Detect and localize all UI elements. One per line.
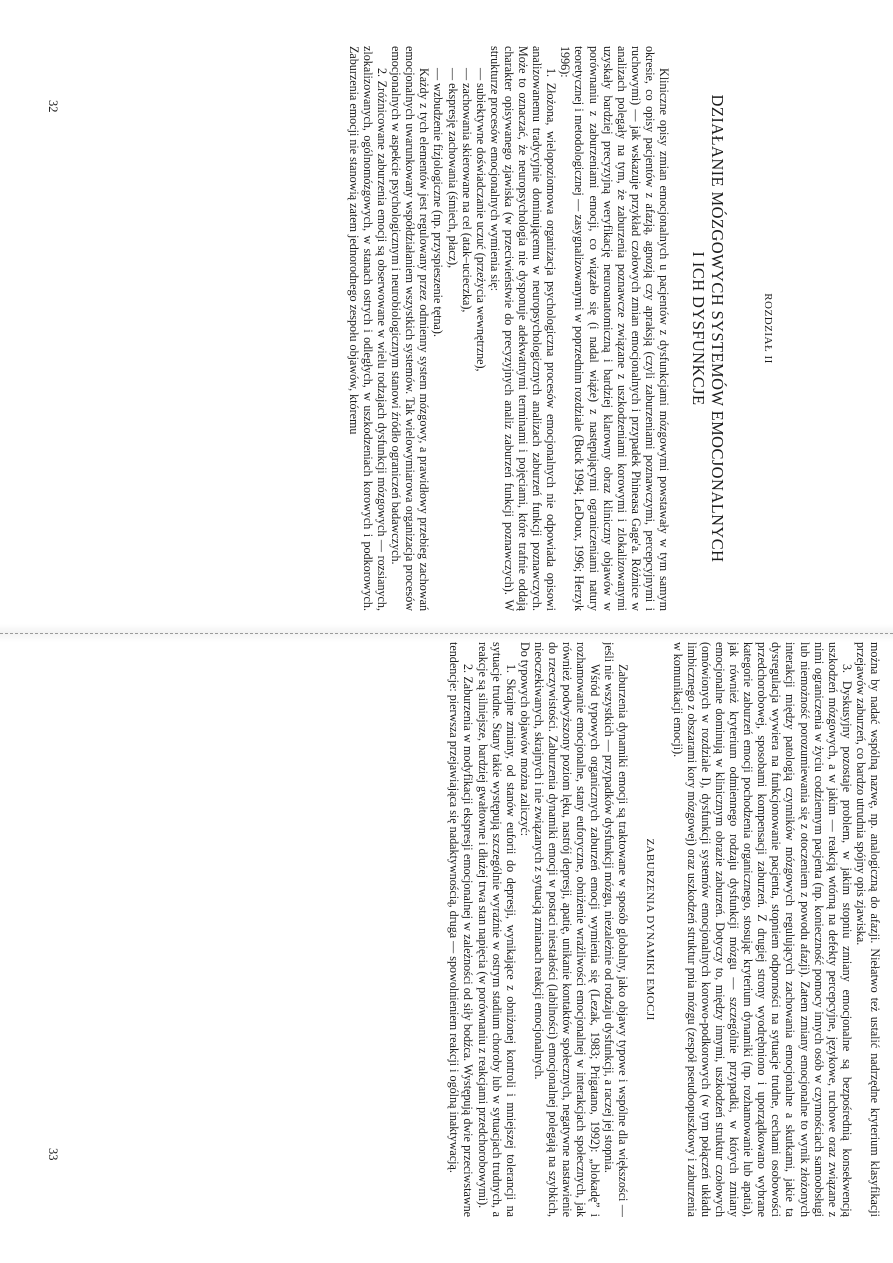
list-item: — subiektywne doświadczanie uczuć (przeżycia wewnętrzne), xyxy=(473,68,488,372)
symptom-2-paragraph: 2. Zaburzenia w modyfikacji ekspresji emocjonalnej w zależności od siły bodźca. Występują dwie przeciwstawne tendencje: pierwsza przejawiająca się nadaktywnością, druga — spowolnieniem reakcji i ogólną inaktywacją. xyxy=(447,642,476,1217)
section-title: ZABURZENIA DYNAMIKI EMOCJI xyxy=(643,838,656,1021)
typical-disorders-paragraph: Wśród typowych organicznych zaburzeń emocji wymienia się (Lezak, 1983; Prigatano, 1992): „blokadę” i rozhamowanie emocjonalne, stany euforyczne, obniżenie wrażliwości emocjonalnej w interakcjach społecznych, jak również podwyższony poziom lęku, nastrój depresji, apatię, unikanie kontaktów społecznych, negatywne nastawienie do rzeczywistości. Zaburzenia dynamiki emocji w postaci niestałości (labilności) emocjonalnej polegają na szybkich, nieoczekiwanych, skrajnych i nie związanych z sytuacją zmianach reakcji emocjonalnych. xyxy=(531,642,603,1217)
page-number-left: 32 xyxy=(46,100,60,113)
right-page-text xyxy=(72,642,882,1217)
chapter-title xyxy=(689,46,727,611)
intro-paragraph: Kliniczne opisy zmian emocjonalnych u pacjentów z dysfunkcjami mózgowymi powstawały w tym samym okresie, co opisy pacjentów z afazją, agnozją czy apraksją (czyli zaburzeniami poznawczymi, percepcyjnymi i ruchowymi) — jak wskazuje przykład czołowych zmian emocjonalnych i przypadek Phineasa Gage'a. Różnice w analizach polegały na tym, że zaburzenia poznawcze związane z uszkodzeniami korowymi i zlokalizowanymi uzyskały bardziej precyzyjną weryfikację neuroanatomiczną i bardziej klarowny obraz kliniczny objawów w porównaniu z zaburzeniami emocji, co wiązało się (i nadal wiąże) z następującymi ograniczeniami natury teoretycznej i metodologicznej — zasygnalizowanymi w poprzednim rozdziale (Buck 1994; LeDoux, 1996; Herzyk 1996): xyxy=(558,46,671,611)
point-2-paragraph: 2. Zróżnicowane zaburzenia emocji są obserwowane w wielu rodzajach dysfunkcji mózgowych — rozsianych, zlokalizowanych, ogólnomózgowych, w stanach ostrych i odległych, w uszkodzeniach korowych i podkorowych. Zaburzenia emocji nie stanowią zatem jednorodnego zespołu objawów, któremu xyxy=(346,46,390,611)
chapter-label: ROZDZIAŁ II xyxy=(762,293,774,364)
page-number-right: 33 xyxy=(46,1148,60,1161)
point-3-paragraph: 3. Dyskusyjny pozostaje problem, w jakim stopniu zmiany emocjonalne są bezpośrednią konsekwencją uszkodzeń mózgowych, a w jakim — reakcją wtórną na defekty percepcyjne, językowe, ruchowe oraz związane z nimi ograniczenia w życiu codziennym pacjenta (np. konieczność pomocy innych osób w czynnościach samoobsługi lub niemożność porozumiewania się z otoczeniem z powodu afazji). Zatem zmiany emocjonalne to wynik złożonych interakcji między patologią czynników mózgowych regulujących zachowania emocjonalne a skutkami, jakie ta dysregulacja wywiera na funkcjonowanie pacjenta, stopniem odporności na sytuacje trudne, cechami osobowości przedchorobowej, sposobami kompensacji zaburzeń. Z drugiej strony wyodrębniono i uporządkowano wybrane kategorie zaburzeń emocji pochodzenia organicznego, stosując kryterium dynamiki (np. rozhamowanie lub apatia), jak również kryterium odmiennego rodzaju dysfunkcji mózgu — szczególnie przypadki, w których zmiany emocjonalne dominują w klinicznym obrazie zaburzeń. Dotyczy to, między innymi, uszkodzeń struktur czołowych (omówionych w rozdziale I), dysfunkcji systemów emocjonalnych korowo-podkorowych (w tym połączeń układu limbicznego z obszarami kory mózgowej) oraz uszkodzeń struktur pnia mózgu (zespół pseudoopuszkowy i zaburzenia w komunikacji emocji). xyxy=(670,642,854,1217)
point-1-paragraph: 1. Złożona, wielopoziomowa organizacja psychologiczna procesów emocjonalnych nie odpowiada opisowi analizowanemu tradycyjnie dominującemu w neuropsychologicznych analizach zaburzeń funkcji poznawczych. Może to oznaczać, że neuropsychologia nie dysponuje adekwatnymi terminami i pojęciami, które trafnie oddają charakter opisywanego zjawiska (w przeciwieństwie do precyzyjnych analiz zaburzeń funkcji poznawczych). W strukturze procesów emocjonalnych wymienia się: xyxy=(487,46,559,611)
chapter-title-line-1: DZIAŁANIE MÓZGOWYCH SYSTEMÓW EMOCJONALNYCH xyxy=(708,94,727,563)
symptoms-intro: Do typowych objawów można zaliczyć: xyxy=(517,642,532,837)
left-page xyxy=(25,46,775,611)
systems-paragraph: Każdy z tych elementów jest regulowany przez odmienny system mózgowy, a prawidłowy przebieg zachowań emocjonalnych uwarunkowany współdziałaniem wszystkich systemów. Tak wielowymiarowa organizacja procesów emocjonalnych w aspekcie psychologicznym i neurobiologicznym stanowi źródło ograniczeń badawczych. xyxy=(389,46,432,611)
list-item: — ekspresję zachowania (śmiech, płacz), xyxy=(445,68,460,269)
dynamics-paragraph: Zaburzenia dynamiki emocji są traktowane w sposób globalny, jako objawy typowe i wspólne dla większości — jeśli nie wszystkich — przypadków dysfunkcji mózgu, niezależnie od rodzaju dysfunkcji, a raczej jej stopnia. xyxy=(602,642,631,1217)
right-page xyxy=(72,642,882,1217)
list-item: — wzbudzenie fizjologiczne (np. przyspieszenie tętna). xyxy=(431,68,446,337)
page-fold-line xyxy=(0,633,893,634)
left-page-text xyxy=(25,46,775,611)
chapter-title-line-2: I ICH DYSFUNKCJE xyxy=(689,251,708,406)
list-item: — zachowania skierowane na cel (atak–ucieczka), xyxy=(459,68,474,313)
symptom-1-paragraph: 1. Skrajne zmiany, od stanów euforii do depresji, wynikające z obniżonej kontroli i mniejszej tolerancji na sytuacje trudne. Stany takie występują szczególnie wyraźnie w ostrym stadium choroby lub w sytuacjach trudnych, a reakcje są silniejsze, bardziej gwałtowne i dłużej trwa stan napięcia (w porównaniu z reakcjami przedchorobowymi). xyxy=(475,642,518,1217)
continuation-paragraph: można by nadać wspólną nazwę, np. analogiczną do afazji. Niełatwo też ustalić nadrzędne kryterium klasyfikacji przejawów zaburzeń, co bardzo utrudnia spójny opis zjawiska. xyxy=(853,642,882,1217)
